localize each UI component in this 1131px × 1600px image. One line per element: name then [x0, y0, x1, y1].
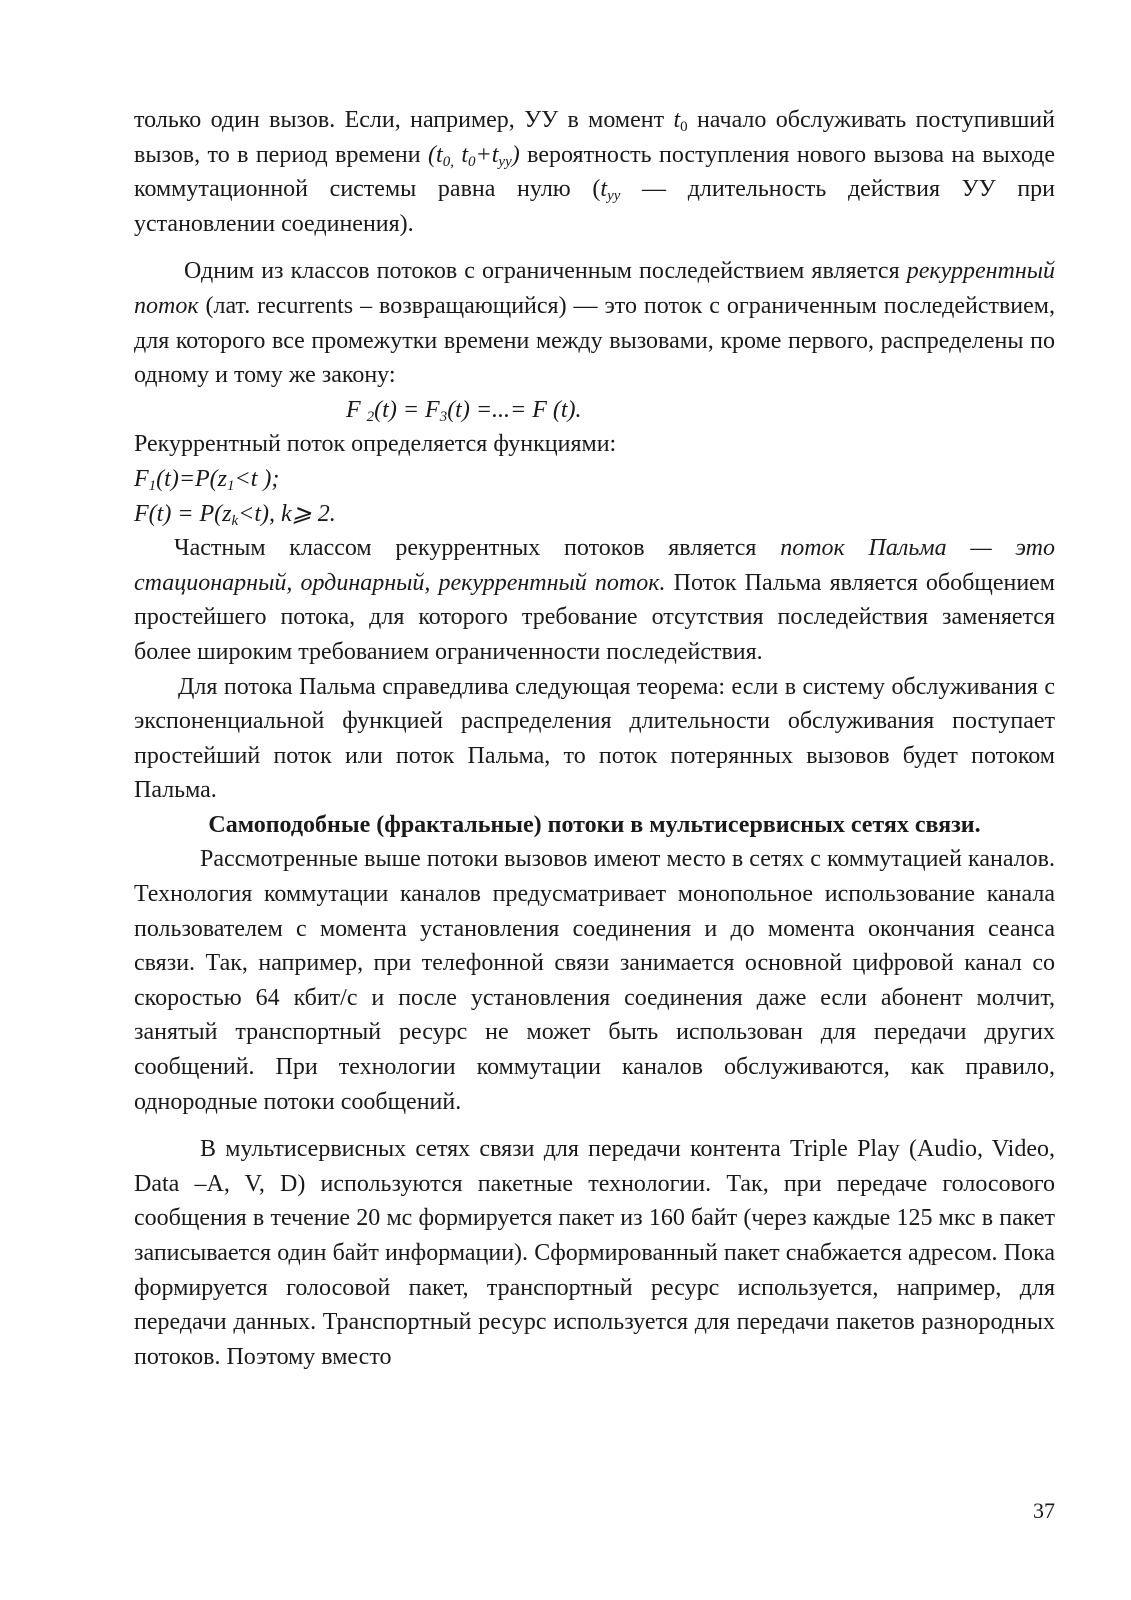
- subscript: 0: [680, 119, 688, 135]
- subscript: 2: [366, 408, 375, 425]
- paragraph-palm-flow: [134, 531, 1055, 669]
- math-var: t: [600, 176, 608, 203]
- text: Частным классом рекуррентных потоков является: [174, 535, 781, 562]
- math-part: +t: [475, 141, 499, 168]
- math-var: t: [673, 107, 681, 133]
- text: (лат. recurrents – возвращающийся) — это поток с ограниченным последействием, для которого все промежутки времени между вызовами, кроме первого, распределены по одному и тому же закону:: [134, 292, 1055, 389]
- subscript: уу: [498, 153, 512, 170]
- math-part: F(t) = P(z: [134, 500, 232, 527]
- text: начало обслуживать поступивший вызов, то в период времени: [134, 107, 1055, 168]
- subscript: k: [231, 512, 239, 529]
- text: Поток Пальма является обобщением простейшего потока, для которого требование отсутствия последействия заменяется более широким требованием ограниченности последействия.: [134, 569, 1055, 665]
- text: — длительность действия УУ при установлении соединения).: [134, 176, 1056, 237]
- math-part: (t) =...= F (t).: [447, 396, 582, 423]
- subscript: 3: [439, 408, 448, 425]
- paragraph-recurrent-flow: [134, 254, 1055, 392]
- math-part: F: [134, 465, 149, 492]
- paragraph-call-service: [134, 103, 1055, 241]
- text: вероятность поступления нового вызова на выходе коммутационной системы равна нулю (: [134, 141, 1055, 203]
- math-part: (t) = F: [374, 396, 440, 423]
- paragraph-multiservice: В мультисервисных сетях связи для передачи контента Triple Play (Audio, Video, Data –A, V, D) используются пакетные технологии. Так, при передаче голосового сообщения в течение 20 мс формируется пакет из 160 байт (через каждые 125 мкс в пакет записывается один байт информации). Сформированный пакет снабжается адресом. Пока формируется голосовой пакет, транспортный ресурс используется, например, для передачи данных. Транспортный ресурс используется для передачи пакетов разнородных потоков. Поэтому вместо: [134, 1136, 1055, 1370]
- subscript: 0: [468, 153, 476, 170]
- math-part: t: [453, 141, 469, 168]
- subscript: уу: [607, 188, 621, 205]
- subscript: 0,: [442, 153, 454, 170]
- formula-f1: [134, 462, 1055, 497]
- subscript: 1: [148, 477, 157, 494]
- paragraph-circuit-switching: Рассмотренные выше потоки вызовов имеют место в сетях с коммутацией каналов. Технология коммутации каналов предусматривает монопольное использование канала пользователем с момента установления соединения и до момента окончания сеанса связи. Так, например, при телефонной связи занимается основной цифровой канал со скоростью 64 кбит/с и после установления соединения даже если абонент молчит, занятый транспортный ресурс не может быть использован для передачи других сообщений. При технологии коммутации каналов обслуживаются, как правило, однородные потоки сообщений.: [134, 846, 1055, 1115]
- line-defined-by-functions: Рекуррентный поток определяется функциями:: [134, 431, 617, 458]
- page-number: 37: [1033, 1498, 1055, 1523]
- text: Одним из классов потоков с ограниченным последействием является: [184, 258, 907, 285]
- subscript: 1: [227, 477, 235, 494]
- paragraph-palm-theorem: Для потока Пальма справедлива следующая теорема: если в систему обслуживания с экспоненциальной функцией распределения длительности обслуживания поступает простейший поток или поток Пальма, то поток потерянных вызовов будет потоком Пальма.: [134, 673, 1055, 804]
- math-part: <t );: [234, 465, 280, 492]
- math-part: (t)=P(z: [156, 465, 228, 492]
- math-part: (t: [428, 141, 443, 168]
- emphasis-definition: поток Пальма — это стационарный, ординарный, рекуррентный поток.: [134, 535, 1055, 596]
- text: только один вызов. Если, например, УУ в момент: [134, 107, 674, 133]
- math-interval: [428, 142, 520, 168]
- formula-distribution: [134, 393, 1055, 428]
- page-body: [134, 103, 1055, 1374]
- math-part: F: [346, 396, 367, 423]
- section-heading: Самоподобные (фрактальные) потоки в мультисервисных сетях связи.: [208, 811, 981, 838]
- emphasis-term: рекуррентный поток: [134, 258, 1055, 319]
- math-part: ): [511, 141, 520, 168]
- math-part: <t), k⩾ 2.: [238, 500, 336, 527]
- formula-fk: [134, 497, 1055, 532]
